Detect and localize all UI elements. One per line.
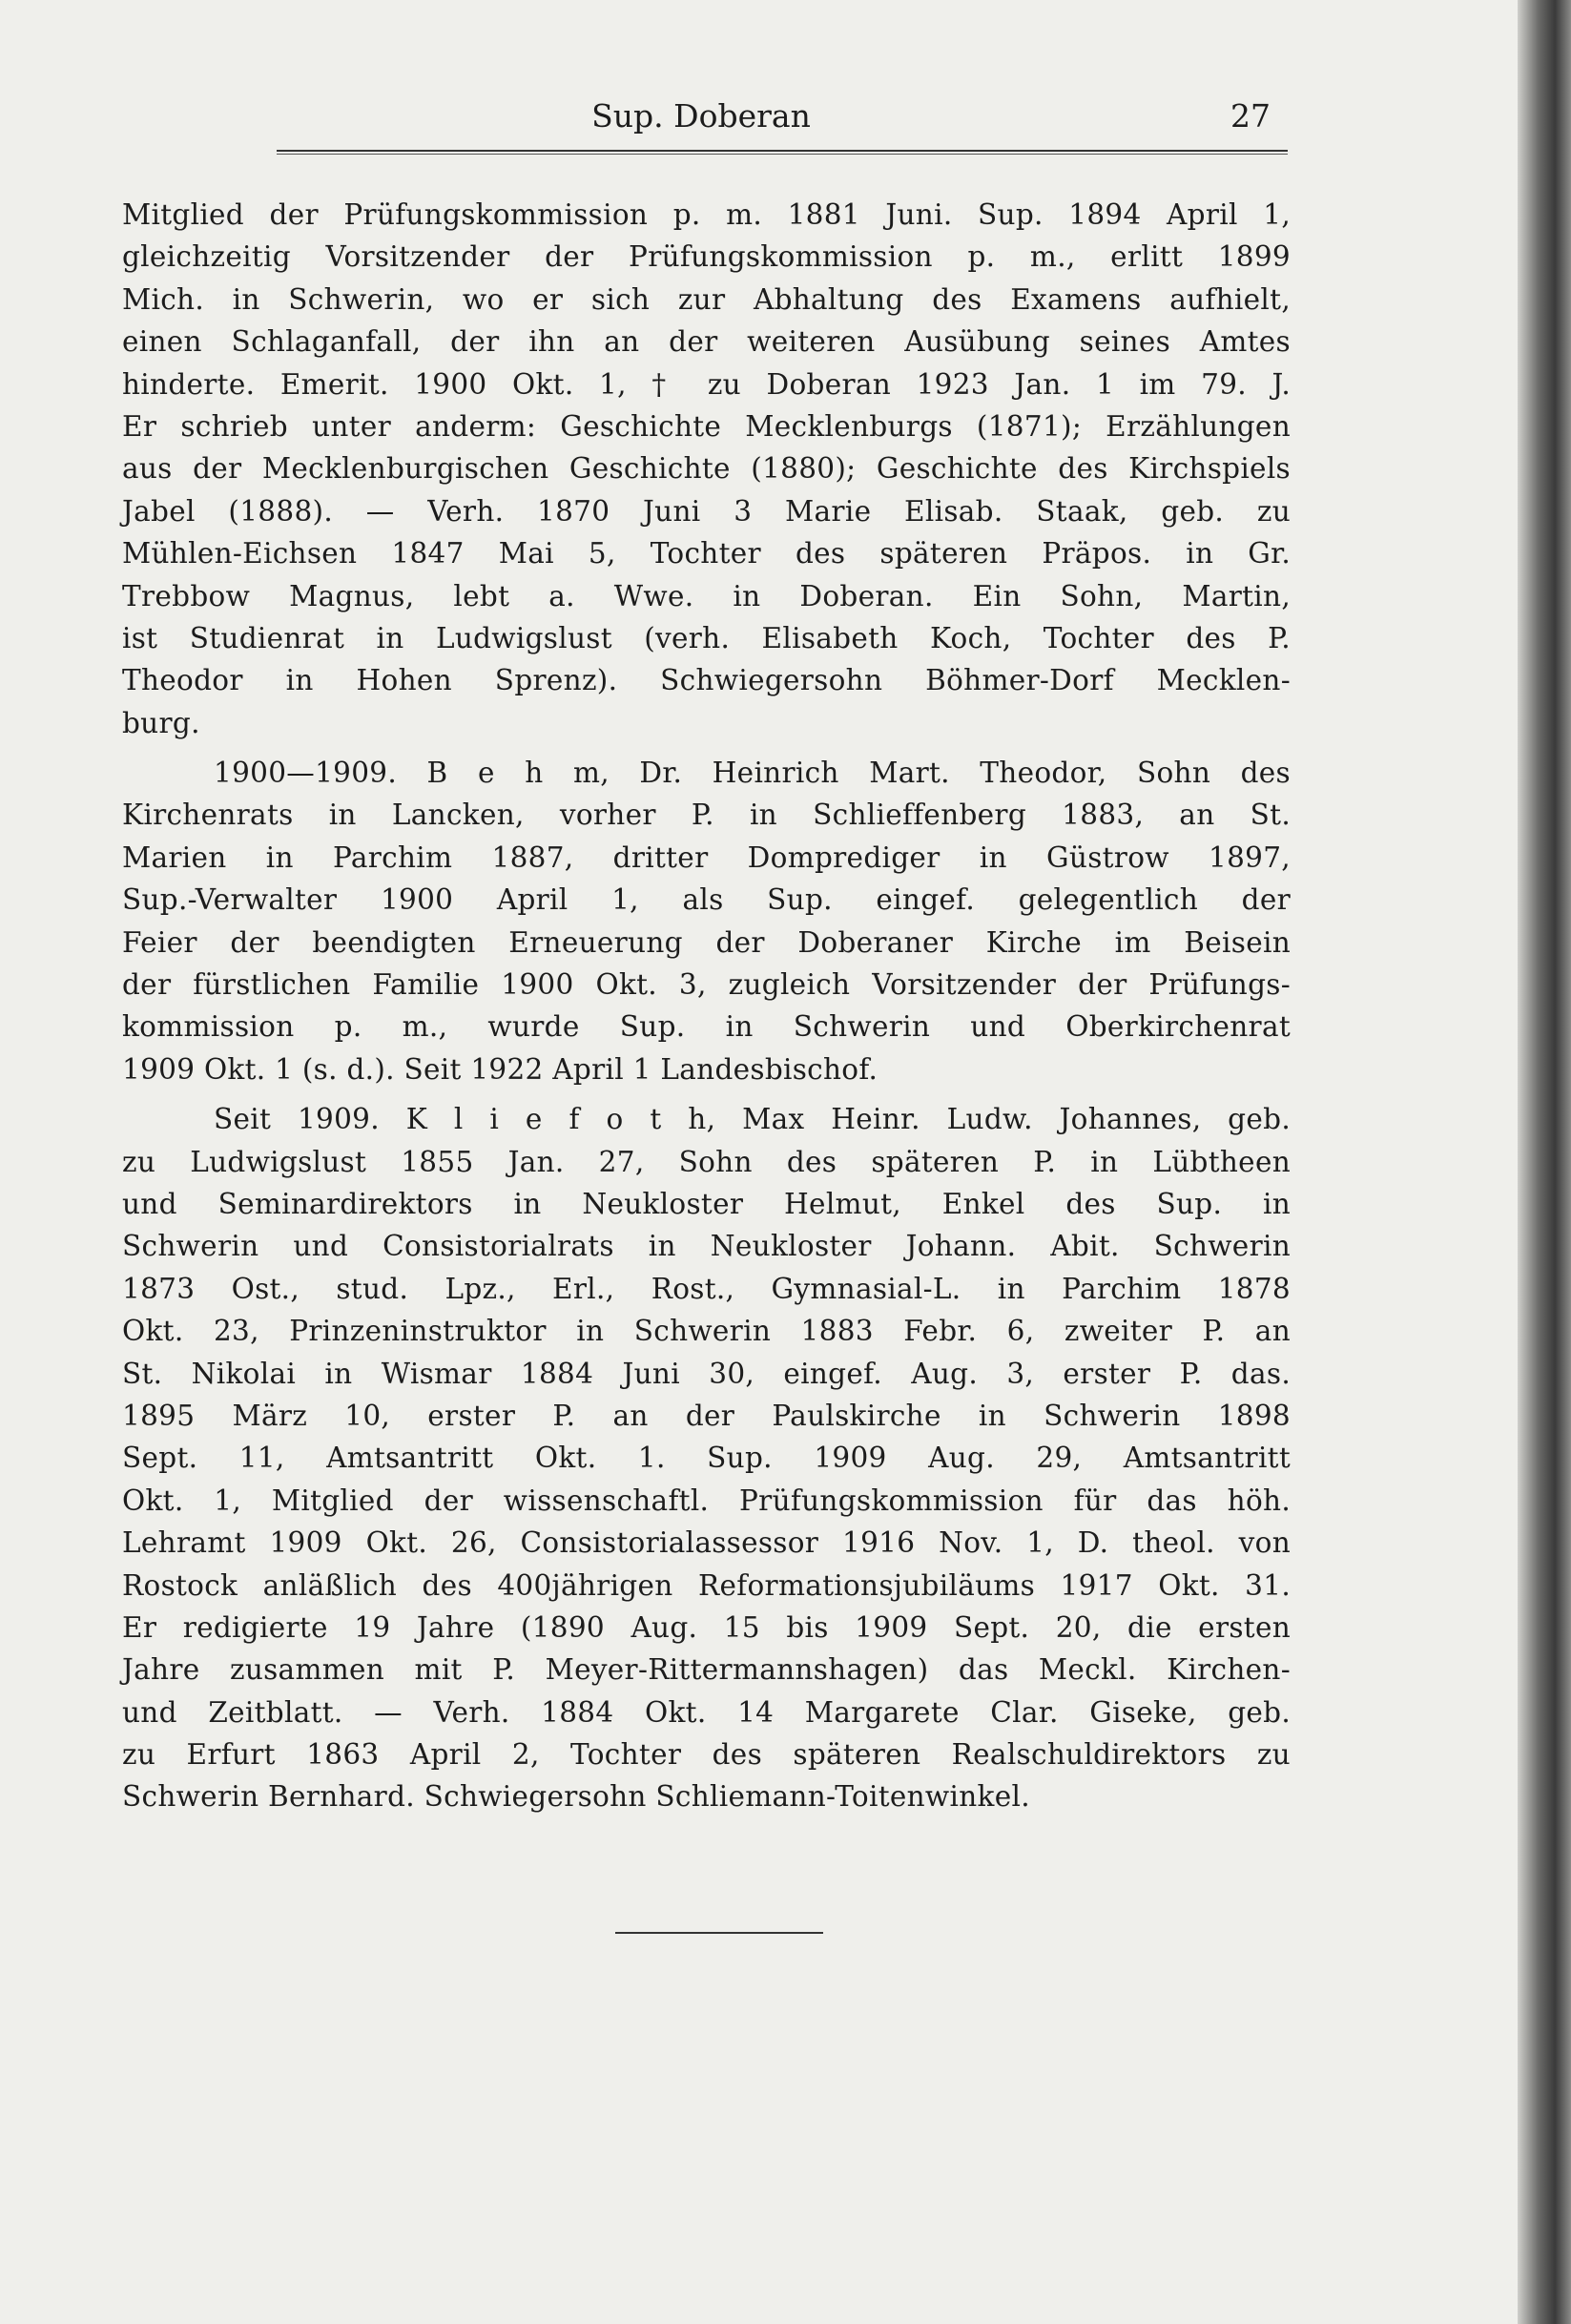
text-line: und Seminardirektors in Neukloster Helmut, Enkel des Sup. in — [122, 1187, 1291, 1220]
text-line: Schwerin Bernhard. Schwiegersohn Schliemann-Toitenwinkel. — [122, 1780, 1030, 1814]
text-line: 1873 Ost., stud. Lpz., Erl., Rost., Gymnasial-L. in Parchim 1878 — [122, 1272, 1291, 1305]
text-line: St. Nikolai in Wismar 1884 Juni 30, eingef. Aug. 3, erster P. das. — [122, 1357, 1291, 1390]
text-line: und Zeitblatt. — Verh. 1884 Okt. 14 Margarete Clar. Giseke, geb. — [122, 1695, 1291, 1729]
text-line: 1909 Okt. 1 (s. d.). Seit 1922 April 1 Landesbischof. — [122, 1052, 879, 1086]
running-header: Sup. Doberan — [591, 97, 811, 135]
text-line: Kirchenrats in Lancken, vorher P. in Schlieffenberg 1883, an St. — [122, 799, 1291, 832]
text-line: Lehramt 1909 Okt. 26, Consistorialassessor 1916 Nov. 1, D. theol. von — [122, 1526, 1291, 1560]
paragraph — [122, 752, 1291, 1090]
text-line: aus der Mecklenburgischen Geschichte (1880); Geschichte des Kirchspiels — [122, 452, 1291, 486]
text-line: einen Schlaganfall, der ihn an der weiteren Ausübung seines Amtes — [122, 325, 1291, 359]
text-line: zu Erfurt 1863 April 2, Tochter des späteren Realschuldirektors zu — [122, 1738, 1291, 1772]
header-rule — [277, 150, 1288, 155]
text-line: Mich. in Schwerin, wo er sich zur Abhaltung des Examens aufhielt, — [122, 282, 1291, 316]
text-line: 1900—1909. B e h m, Dr. Heinrich Mart. Theodor, Sohn des — [214, 757, 1291, 790]
text-line: Feier der beendigten Erneuerung der Doberaner Kirche im Beisein — [122, 925, 1291, 959]
page-number: 27 — [1230, 97, 1271, 135]
text-line: Seit 1909. K l i e f o t h, Max Heinr. Ludw. Johannes, geb. — [214, 1103, 1291, 1136]
text-line: Marien in Parchim 1887, dritter Domprediger in Güstrow 1897, — [122, 840, 1291, 874]
body-text — [122, 194, 1291, 1826]
text-line: gleichzeitig Vorsitzender der Prüfungskommission p. m., erlitt 1899 — [122, 240, 1291, 274]
text-line: zu Ludwigslust 1855 Jan. 27, Sohn des späteren P. in Lübtheen — [122, 1145, 1291, 1178]
text-line: Mitglied der Prüfungskommission p. m. 1881 Juni. Sup. 1894 April 1, — [122, 198, 1291, 231]
text-line: Er redigierte 19 Jahre (1890 Aug. 15 bis 1909 Sept. 20, die ersten — [122, 1610, 1291, 1644]
text-line: kommission p. m., wurde Sup. in Schwerin und Oberkirchenrat — [122, 1010, 1291, 1044]
text-line: Er schrieb unter anderm: Geschichte Mecklenburgs (1871); Erzählungen — [122, 409, 1291, 443]
text-line: Jabel (1888). — Verh. 1870 Juni 3 Marie Elisab. Staak, geb. zu — [122, 494, 1291, 528]
text-line: der fürstlichen Familie 1900 Okt. 3, zugleich Vorsitzender der Prüfungs- — [122, 968, 1291, 1002]
text-line: Sept. 11, Amtsantritt Okt. 1. Sup. 1909 Aug. 29, Amtsantritt — [122, 1442, 1291, 1475]
book-binding-edge — [1518, 0, 1571, 2324]
text-line: burg. — [122, 706, 200, 739]
text-line: Schwerin und Consistorialrats in Neukloster Johann. Abit. Schwerin — [122, 1230, 1291, 1263]
text-line: Okt. 23, Prinzeninstruktor in Schwerin 1883 Febr. 6, zweiter P. an — [122, 1315, 1291, 1348]
paragraph — [122, 194, 1291, 744]
section-end-rule — [615, 1932, 823, 1934]
text-line: Rostock anläßlich des 400jährigen Reformationsjubiläums 1917 Okt. 31. — [122, 1568, 1291, 1602]
text-line: Mühlen-Eichsen 1847 Mai 5, Tochter des späteren Präpos. in Gr. — [122, 537, 1291, 571]
text-line: 1895 März 10, erster P. an der Paulskirche in Schwerin 1898 — [122, 1399, 1291, 1432]
text-line: Okt. 1, Mitglied der wissenschaftl. Prüfungskommission für das höh. — [122, 1484, 1291, 1517]
paragraph — [122, 1098, 1291, 1818]
text-line: Sup.-Verwalter 1900 April 1, als Sup. eingef. gelegentlich der — [122, 883, 1291, 917]
text-line: Jahre zusammen mit P. Meyer-Rittermannshagen) das Meckl. Kirchen- — [122, 1653, 1291, 1687]
text-line: Theodor in Hohen Sprenz). Schwiegersohn Böhmer-Dorf Mecklen- — [122, 664, 1291, 697]
text-line: ist Studienrat in Ludwigslust (verh. Elisabeth Koch, Tochter des P. — [122, 621, 1291, 654]
text-line: hinderte. Emerit. 1900 Okt. 1, † zu Doberan 1923 Jan. 1 im 79. J. — [122, 367, 1291, 401]
text-line: Trebbow Magnus, lebt a. Wwe. in Doberan. Ein Sohn, Martin, — [122, 579, 1291, 612]
